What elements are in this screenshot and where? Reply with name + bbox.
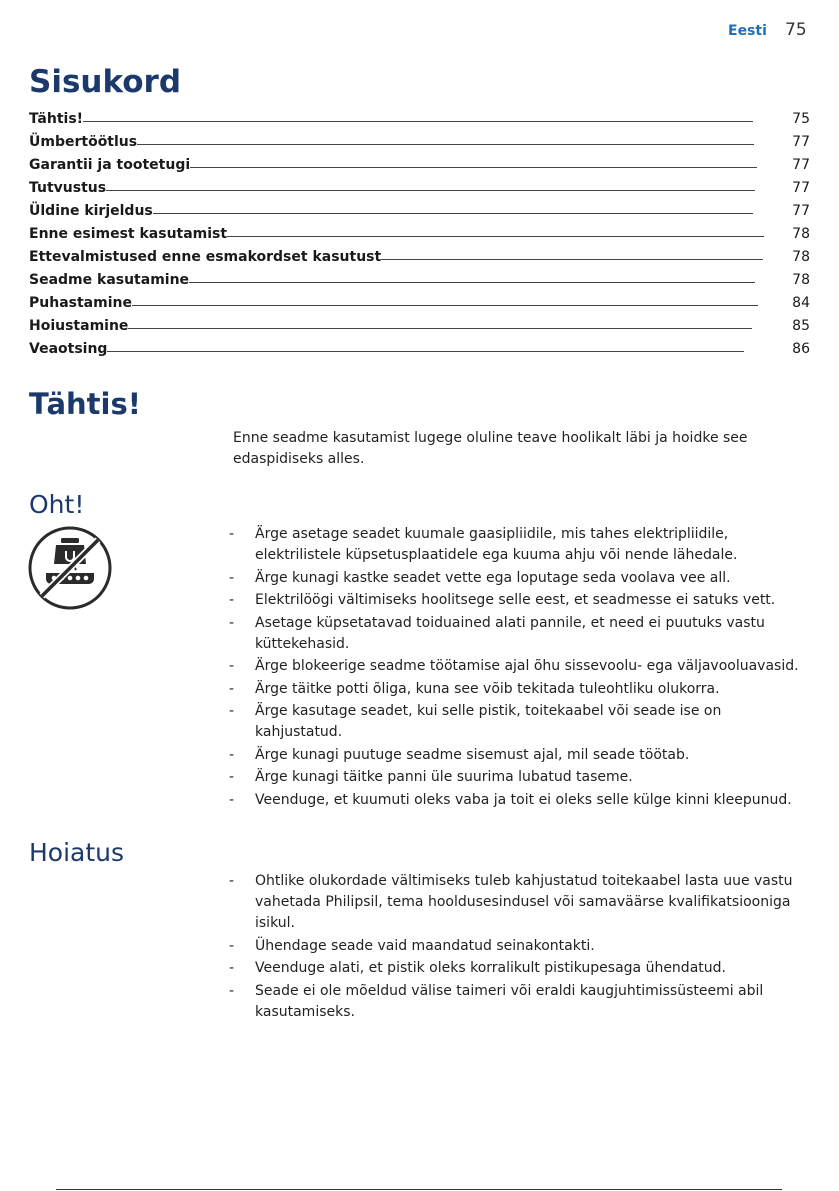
toc-entry[interactable] (29, 150, 810, 173)
list-item (229, 871, 809, 934)
toc-entry-page: 77 (792, 134, 810, 150)
no-immersion-warning-icon (28, 526, 112, 610)
table-of-contents (29, 104, 810, 357)
list-item-text: Seade ei ole mõeldud välise taimeri või eraldi kaugjuhtimissüsteemi abil kasutamiseks. (255, 982, 764, 1020)
toc-entry-page: 77 (792, 157, 810, 173)
bullet-marker: - (229, 526, 235, 542)
toc-leader (128, 328, 752, 329)
toc-entry-label: Puhastamine (29, 295, 132, 311)
list-item (229, 936, 809, 957)
toc-entry-label: Hoiustamine (29, 318, 129, 334)
list-item (229, 656, 809, 677)
toc-entry[interactable] (29, 242, 810, 265)
toc-entry-label: Enne esimest kasutamist (29, 226, 228, 242)
toc-entry[interactable] (29, 311, 810, 334)
section-title-danger: Oht! (29, 490, 85, 519)
bullet-marker: - (229, 960, 235, 976)
list-item-text: Ohtlike olukordade vältimiseks tuleb kahjustatud toitekaabel lasta uue vastu vahetada Philipsil, tema hooldusesindusel või samaväärse kvalifikatsiooniga isikul. (255, 873, 793, 931)
toc-entry-label: Üldine kirjeldus (29, 203, 153, 219)
list-item-text: Ärge asetage seadet kuumale gaasipliidile, mis tahes elektripliidile, elektrilistele küpsetusplaatidele ega kuuma ahju või nende lähedale. (255, 526, 738, 563)
bullet-marker: - (229, 592, 235, 608)
list-item (229, 981, 809, 1023)
list-item (229, 524, 809, 566)
footer-divider (56, 1189, 782, 1190)
list-item-text: Asetage küpsetatavad toiduained alati pannile, et need ei puutuks vastu küttekehasid. (255, 614, 765, 652)
toc-leader (189, 282, 755, 283)
list-item (229, 958, 809, 979)
list-item (229, 590, 809, 611)
list-item-text: Elektrilöögi vältimiseks hoolitsege selle eest, et seadmesse ei satuks vett. (255, 592, 776, 608)
list-item-text: Veenduge, et kuumuti oleks vaba ja toit ei oleks selle külge kinni kleepunud. (255, 791, 792, 808)
danger-list (229, 524, 809, 812)
toc-leader (137, 144, 754, 145)
warning-list (229, 871, 809, 1024)
bullet-marker: - (229, 873, 235, 889)
toc-entry[interactable] (29, 334, 810, 357)
bullet-marker: - (229, 746, 235, 763)
toc-leader (106, 190, 755, 191)
bullet-marker: - (229, 791, 235, 808)
toc-entry-page: 78 (792, 226, 810, 242)
toc-entry-page: 77 (792, 180, 810, 196)
toc-entry-page: 78 (792, 272, 810, 288)
list-item (229, 701, 809, 743)
toc-leader (190, 167, 757, 168)
list-item-text: Ühendage seade vaid maandatud seinakontakti. (255, 937, 595, 954)
bullet-marker: - (229, 982, 235, 999)
toc-entry-label: Tutvustus (29, 180, 107, 196)
bullet-marker: - (229, 658, 235, 674)
toc-title: Sisukord (29, 64, 182, 100)
section-title-important: Tähtis! (29, 387, 141, 421)
toc-entry-label: Tähtis! (29, 111, 84, 127)
list-item-text: Ärge täitke potti õliga, kuna see võib tekitada tuleohtliku olukorra. (255, 680, 720, 697)
toc-entry[interactable] (29, 104, 810, 127)
toc-leader (83, 121, 753, 122)
toc-entry[interactable] (29, 219, 810, 242)
toc-leader (227, 236, 764, 237)
bullet-marker: - (229, 680, 235, 697)
list-item (229, 613, 809, 655)
list-item-text: Ärge kunagi puutuge seadme sisemust ajal, mil seade töötab. (255, 746, 690, 763)
bullet-marker: - (229, 769, 235, 785)
toc-entry-page: 86 (792, 341, 810, 357)
toc-entry[interactable] (29, 196, 810, 219)
list-item (229, 790, 809, 811)
toc-leader (132, 305, 758, 306)
toc-entry[interactable] (29, 265, 810, 288)
toc-entry-label: Seadme kasutamine (29, 272, 190, 288)
toc-entry[interactable] (29, 173, 810, 196)
list-item (229, 767, 809, 788)
toc-entry[interactable] (29, 288, 810, 311)
section-title-warning: Hoiatus (29, 838, 125, 867)
language-label: Eesti (728, 23, 767, 39)
list-item-text: Ärge blokeerige seadme töötamise ajal õhu sissevoolu- ega väljavooluavasid. (255, 658, 799, 674)
bullet-marker: - (229, 937, 235, 954)
toc-leader (381, 259, 763, 260)
toc-entry-page: 75 (792, 111, 810, 127)
important-intro-text: Enne seadme kasutamist lugege oluline teave hoolikalt läbi ja hoidke see edaspidiseks alles. (233, 430, 748, 467)
list-item-text: Ärge kasutage seadet, kui selle pistik, toitekaabel või seade ise on kahjustatud. (255, 703, 722, 740)
toc-leader (107, 351, 744, 352)
page-number: 75 (785, 20, 807, 40)
list-item (229, 679, 809, 700)
toc-leader (153, 213, 753, 214)
bullet-marker: - (229, 703, 235, 719)
toc-entry-label: Veaotsing (29, 341, 108, 357)
toc-entry-label: Ettevalmistused enne esmakordset kasutust (29, 249, 382, 265)
list-item-text: Ärge kunagi kastke seadet vette ega loputage seda voolava vee all. (255, 569, 731, 586)
list-item (229, 568, 809, 589)
toc-entry-page: 84 (792, 295, 810, 311)
bullet-marker: - (229, 614, 235, 631)
toc-entry-page: 85 (792, 318, 810, 334)
toc-entry-label: Ümbertöötlus (29, 134, 138, 150)
toc-entry-page: 78 (792, 249, 810, 265)
list-item-text: Veenduge alati, et pistik oleks korralikult pistikupesaga ühendatud. (255, 960, 726, 976)
bullet-marker: - (229, 569, 235, 586)
list-item-text: Ärge kunagi täitke panni üle suurima lubatud taseme. (255, 769, 633, 785)
toc-entry-label: Garantii ja tootetugi (29, 157, 191, 173)
toc-entry-page: 77 (792, 203, 810, 219)
list-item (229, 745, 809, 766)
toc-entry[interactable] (29, 127, 810, 150)
